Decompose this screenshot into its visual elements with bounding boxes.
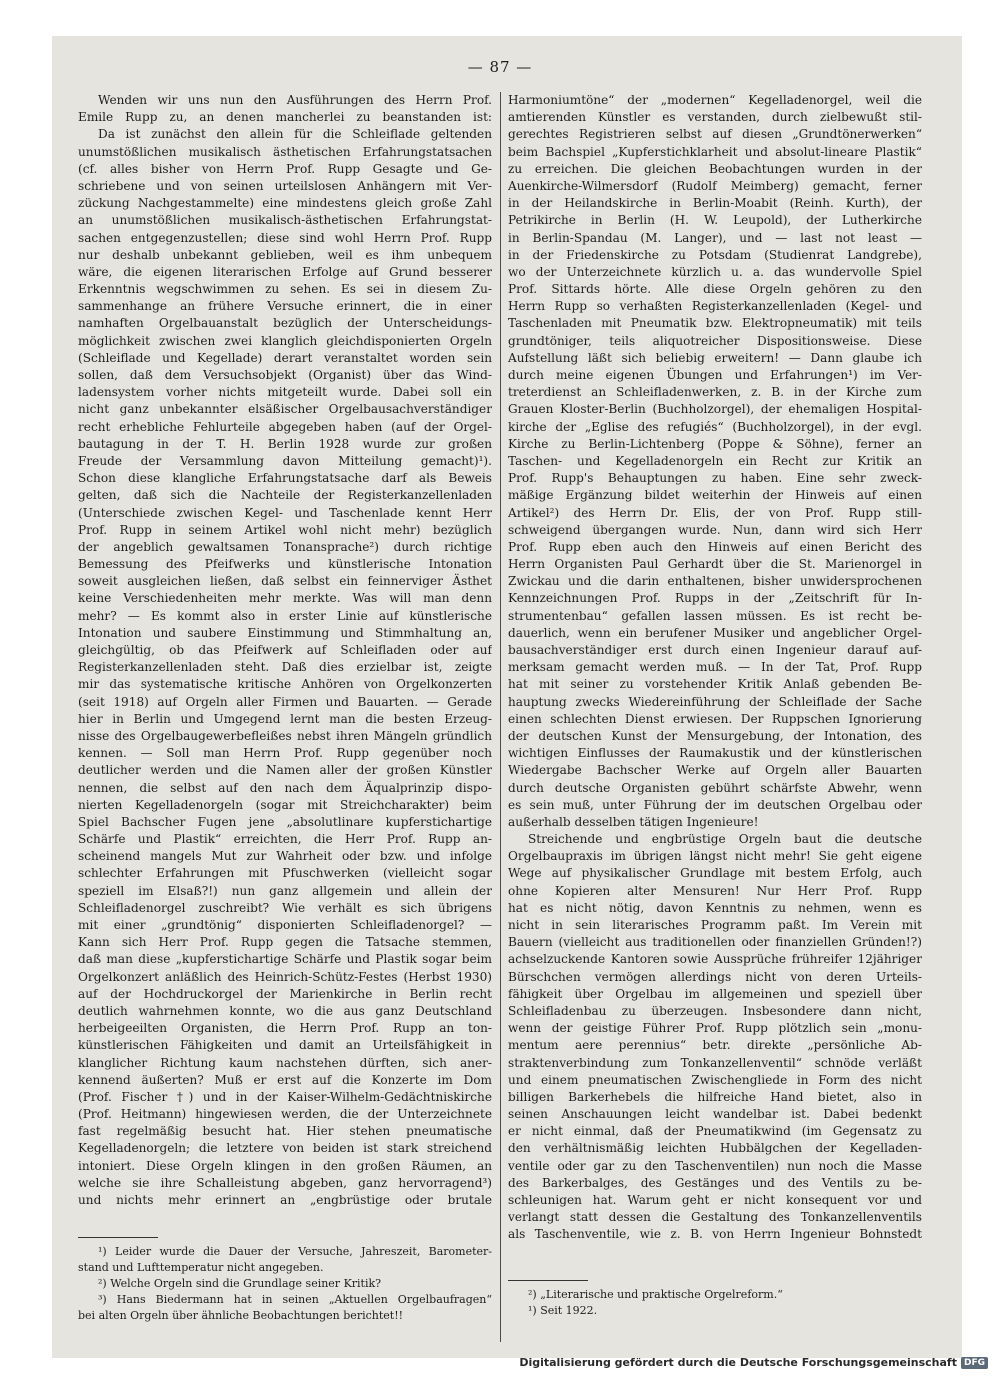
text-line: Erkenntnis wegschwimmen zu sehen. Es sei in diesem Zu- [78,282,492,297]
text-line: und nichts mehr erinnert an „engbrüstige oder brutale [78,1193,492,1207]
text-line: Schon diese klangliche Erfahrungstatsache darf als Beweis [78,471,492,486]
text-line: nennen, die selbst auf den nach dem Äqualprinzip dispo- [78,780,492,795]
text-line: Prof. Rupp's Behauptungen zu haben. Eine sehr zweck- [508,471,922,486]
text-line: wichtigen Einflusses der Raumakustik und der künstlerischen [508,746,922,761]
text-line: und einem pneumatischen Zwischengliede in Form des nicht [508,1072,922,1087]
text-line: Artikel²) des Herrn Dr. Elis, der von Prof. Rupp still- [508,505,922,520]
text-line: in der Friedenskirche zu Potsdam (Studienrat Landgrebe), [508,247,922,262]
text-line: schriebene und von seinen urteilslosen Anhängern mit Ver- [78,178,492,193]
text-line: Schärfe und Plastik“ erreichten, die Herr Prof. Rupp an- [78,832,492,847]
text-line: Da ist zunächst den allein für die Schleiflade geltenden [98,127,492,142]
text-line: sachen entgegenzustellen; diese sind wohl Herrn Prof. Rupp [78,230,492,245]
text-line: strumentenbau“ gefallen lassen müssen. Es ist recht be- [508,608,922,623]
text-line: (Prof. Fischer †) und in der Kaiser-Wilhelm-Gedächtniskirche [78,1089,492,1104]
footnote-rule [78,1237,158,1238]
text-line: fast regelmäßig besucht hat. Hier stehen pneumatische [78,1124,492,1139]
text-line: Kann sich Herr Prof. Rupp gegen die Tatsache stemmen, [78,935,492,950]
text-line: Wiedergabe Bachscher Werke auf Orgeln aller Bauarten [508,763,922,778]
text-line: des Barkerbalges, des Gestänges und des Ventils zu be- [508,1175,922,1190]
text-line: schleunigen hat. Warum geht er nicht konsequent vor und [508,1193,922,1207]
text-line: billigen Barkerhebels die hilfreiche Hand bietet, also in [508,1089,922,1104]
text-line: zu erreichen. Die gleichen Beobachtungen wurden in der [508,161,922,176]
dfg-logo: DFG [961,1357,988,1369]
text-line: Orgelkonzert anläßlich des Heinrich-Schütz-Festes (Herbst 1930) [78,969,492,984]
text-line: Registerkanzellenladen steht. Daß dies erzielbar ist, zeigte [78,660,492,675]
text-line: bautagung in der T. H. Berlin 1928 wurde zur großen [78,436,492,451]
credit-text: Digitalisierung gefördert durch die Deutsche Forschungsgemeinschaft [519,1356,957,1369]
text-line: außerhalb desselben tätigen Ingenieure! [508,814,759,829]
text-line: es sein muß, unter Führung der im deutschen Orgelbau oder [508,797,922,812]
text-line: hauptung zwecks Wiedereinführung der Schleiflade der Sache [508,694,922,709]
text-line: nicht ganz unbekannter elsäßischer Orgelbausachverständiger [78,402,492,417]
text-line: gerechtes Registrieren selbst auf diesen „Grundtönerwerken“ [508,127,922,142]
text-line: zückung Nachgestammelte) eine mindestens gleich große Zahl [78,196,492,211]
text-line: Petrikirche in Berlin (H. W. Leupold), der Lutherkirche [508,213,922,228]
text-line: Bemessung des Pfeifwerks und künstlerische Intonation [78,557,492,572]
text-line: scheinend mangels Mut zur Wahrheit oder bzw. und infolge [78,849,492,864]
text-line: als Taschenventile, wie z. B. von Herrn Ingenieur Bohnstedt [508,1227,922,1242]
text-line: (seit 1918) auf Orgeln aller Firmen und Bauarten. — Gerade [78,694,492,709]
text-line: kirche der „Eglise des refugiés“ (Buchholzorgel), in der evgl. [508,419,922,434]
text-line: Kegelladenorgeln; die letztere von beiden ist stark streichend [78,1141,492,1156]
text-line: kennen. — Soll man Herrn Prof. Rupp gegenüber noch [78,746,492,761]
text-line: mäßige Ergänzung bildet weiterhin der Hinweis auf einen [508,488,922,503]
left-footnotes [78,1237,492,1324]
text-line: dauerlich, wenn ein berufener Musiker und angeblicher Orgel- [508,625,922,640]
text-line: intoniert. Diese Orgeln klingen in den großen Räumen, an [78,1158,492,1173]
footer-credit [519,1356,988,1369]
text-line: ladensystem vorher nichts mitgeteilt wurde. Dabei soll ein [78,385,492,400]
text-line: gleichgültig, ob das Pfeifwerk auf Schleifladen oder auf [78,643,492,657]
text-line: grundtöniger, teils aliquotreicher Dispositionsweise. Diese [508,333,922,348]
text-line: fähigkeit über Orgelbau im allgemeinen und speziell über [508,986,922,1001]
text-line: schweigend übergangen wurde. Nun, dann wird sich Herr [508,522,922,537]
text-line: bausachverständiger erst durch einen Ingenieur darauf auf- [508,643,922,657]
text-line: schlechter Erfahrungen mit Pfuschwerken (vielleicht sogar [78,866,492,881]
text-line: Taschenladen mit Pneumatik bzw. Elektropneumatik) mit teils [508,316,922,331]
text-line: klanglicher Richtung kaum nachstehen dürften, sich aner- [78,1055,492,1070]
text-line: namhaften Orgelbauanstalt bezüglich der Unterscheidungs- [78,316,492,331]
text-line: der angeblich gewaltsamen Tonansprache²) durch richtige [78,539,492,554]
text-line: Prof. Rupp in seinem Artikel wohl nicht mehr) bezüglich [78,522,492,537]
text-line: Bürschchen vermögen allerdings nicht von deren Urteils- [508,969,922,984]
text-line: ventile oder gar zu den Taschenventilen) nun noch die Masse [508,1158,922,1173]
text-line: durch deutsche Organisten gebührt schärfste Abwehr, wenn [508,780,922,795]
text-line: (Unterschiede zwischen Kegel- und Taschenlade kennt Herr [78,505,492,520]
text-line: mit einer „grundtönig“ disponierten Schleifladenorgel? — [78,918,492,932]
footnote-rule [508,1280,588,1281]
text-line: Wenden wir uns nun den Ausführungen des Herrn Prof. [98,93,492,107]
text-line: in Berlin-Spandau (M. Langer), und — last not least — [508,230,922,245]
text-line: speziell im Elsaß?!) nun ganz allgemein und allein der [78,883,492,898]
text-line: Prof. Sittards hörte. Alle diese Orgeln gehören zu den [508,282,922,297]
text-line: Wege auf physikalischer Grundlage mit bestem Erfolg, auch [508,866,922,881]
text-line: Orgelbaupraxis im übrigen längst nicht mehr! Sie geht eigene [508,849,922,864]
text-line: gelten, daß sich die Nachteile der Registerkanzellenladen [78,488,492,503]
text-line: durch meine eigenen Übungen und Erfahrungen¹) im Ver- [508,368,922,382]
text-line: einen schlechten Dienst erwiesen. Der Ruppschen Ignorierung [508,711,922,726]
text-line: wenn der geistige Führer Prof. Rupp plötzlich sein „monu- [508,1021,922,1036]
text-line: verlangt statt dessen die Gestaltung des Tonkanzellenventils [508,1210,922,1225]
right-column [508,92,922,1383]
text-line: recht erhebliche Fehlurteile abgegeben haben (auf der Orgel- [78,419,492,434]
text-line: Grauen Kloster-Berlin (Buchholzorgel), der ehemaligen Hospital- [508,402,922,417]
footnote-line: ¹) Seit 1922. [528,1304,598,1317]
text-line: daß man diese „kupferstichartige Schärfe und Plastik sogar beim [78,952,492,967]
text-line: sollen, daß dem Versuchsobjekt (Organist) über das Wind- [78,368,492,382]
text-line: kennend äußerten? Muß er erst auf die Konzerte im Dom [78,1072,492,1087]
text-line: (Schleiflade und Kegellade) derart veranstaltet worden sein [78,350,492,365]
text-line: Freude der Versammlung davon Mitteilung gemacht)¹). [78,453,492,468]
text-line: achselzuckende Kantoren sowie Aussprüche frühreifer 12jähriger [508,952,922,967]
text-line: Auenkirche-Wilmersdorf (Rudolf Meimberg) gemacht, ferner [508,178,922,193]
text-line: soweit ausgleichen ließen, daß selbst ein feinnerviger Ästhet [78,574,492,589]
footnote-line: ²) Welche Orgeln sind die Grundlage seiner Kritik? [98,1277,382,1290]
text-line: an unumstößlichen musikalisch-ästhetischen Erfahrungstat- [78,213,492,228]
text-line: Kirche zu Berlin-Lichtenberg (Poppe & Söhne), ferner an [508,436,922,451]
text-line: Prof. Rupp eben auch den Hinweis auf einen Bericht des [508,539,922,554]
text-line: der deutschen Kunst der Mensurgebung, der Intonation, des [508,728,922,743]
footnote-line: stand und Lufttemperatur nicht angegeben. [78,1261,324,1274]
text-line: seinen Anschauungen leicht wandelbar ist. Dabei bedenkt [508,1107,922,1122]
text-line: nierten Kegelladenorgeln (sogar mit Streichcharakter) beim [78,797,492,812]
text-line: möglichkeit zwischen zwei klanglich gleichdisponierten Orgeln [78,333,492,348]
text-line: Taschen- und Kegelladenorgeln ein Recht zur Kritik an [508,453,922,468]
footnote-line: bei alten Orgeln über ähnliche Beobachtungen berichtet!! [78,1309,404,1322]
text-line: Schleifladenbau zu überzeugen. Insbesondere dann nicht, [508,1003,922,1018]
text-line: Herrn Organisten Paul Gerhardt über die St. Marienorgel in [508,557,922,572]
text-line: in der Heilandskirche in Berlin-Moabit (Reinh. Kurth), der [508,196,922,211]
text-line: deutlicher werden und die Namen aller der großen Künstler [78,763,492,778]
text-line: keine Verschiedenheiten mehr merkte. Was will man denn [78,591,492,606]
text-line: mir das systematische kritische Anhören von Orgelkonzerten [78,677,492,692]
text-line: mehr? — Es kommt also in erster Linie auf künstlerische [78,608,492,623]
text-line: mentum aere perennius“ betr. direkte „persönliche Ab- [508,1038,922,1053]
text-line: herbeigeeilten Organisten, die Herrn Prof. Rupp an ton- [78,1021,492,1036]
text-line: künstlerischen Fähigkeiten und damit an Urteilsfähigkeit in [78,1038,492,1053]
text-line: merksam gemacht werden muß. — In der Tat, Prof. Rupp [508,660,922,675]
text-line: er nicht einmal, daß der Pneumatikwind (im Gegensatz zu [508,1124,922,1139]
right-footnotes [508,1280,922,1319]
text-line: deutlich wahrnehmen konnte, wo die aus ganz Deutschland [78,1003,492,1018]
text-line: hat mit seiner zu vorstehender Kritik Anlaß gebenden Be- [508,677,922,692]
footnote-line: ¹) Leider wurde die Dauer der Versuche, Jahreszeit, Barometer- [98,1245,492,1258]
text-line: Kennzeichnungen Prof. Rupps in der „Zeitschrift für In- [508,591,922,606]
text-line: beim Bachspiel „Kupferstichklarheit und absolut-lineare Plastik“ [508,144,922,159]
text-line: unumstößlichen musikalisch ästhetischen Erfahrungstatsachen [78,144,492,159]
text-line: (cf. alles bisher von Herrn Prof. Rupp Gesagte und Ge- [78,161,492,176]
text-line: Schleifladenorgel zuschreibt? Wie verhält es sich übrigens [78,900,492,915]
text-line: nur deshalb unbekannt geblieben, weil es ihm unbequem [78,247,492,262]
text-line: amtierenden Künstler es verstanden, durch zielbewußt stil- [508,110,922,125]
footnote-line: ²) „Literarische und praktische Orgelreform.“ [528,1288,783,1301]
text-line: ohne Kopieren alter Mensuren! Nur Herr Prof. Rupp [508,883,922,898]
text-line: hier in Berlin und Umgegend lernt man die besten Erzeug- [78,711,492,726]
text-line: sammenhange an frühere Versuche erinnert, die in einer [78,299,492,314]
text-line: Emile Rupp zu, an denen mancherlei zu beanstanden ist: [78,110,492,125]
left-column [78,92,492,1383]
text-line: auf der Hochdruckorgel der Marienkirche in Berlin recht [78,986,492,1001]
text-line: wo der Unterzeichnete kürzlich u. a. das wundervolle Spiel [508,264,922,279]
text-line: welche sie ihre Schalleistung abgeben, ganz hervorragend³) [78,1175,492,1190]
text-line: Bauern (vielleicht aus traditionellen oder finanziellen Gründen!?) [508,935,922,950]
text-line: Spiel Bachscher Fugen jene „absolutlinare kupferstichartige [78,814,492,829]
text-line: (Prof. Heitmann) hingewiesen werden, die der Unterzeichnete [78,1107,492,1122]
column-divider [500,92,501,1342]
footnote-line: ³) Hans Biedermann hat in seinen „Aktuellen Orgelbaufragen“ [98,1293,492,1306]
text-line: Herrn Rupp so verhaßten Registerkanzellenladen (Kegel- und [508,299,922,314]
text-line: Aufstellung läßt sich beliebig erweitern! — Dann glaube ich [508,350,922,365]
text-line: Streichende und engbrüstige Orgeln baut die deutsche [528,832,922,847]
text-line: Intonation und saubere Einstimmung und Stimmhaltung an, [78,625,492,640]
text-line: straktenverbindung zum Tonkanzellenventil“ schnöde verläßt [508,1055,922,1070]
text-line: wäre, die eigenen literarischen Erfolge auf Grund besserer [78,264,492,279]
text-line: nisse des Orgelbaugewerbefleißes nebst ihren Mängeln gründlich [78,728,492,743]
text-line: Zwickau und die darin enthaltenen, bisher unwidersprochenen [508,574,922,589]
text-line: treterdienst an Schleifladenwerken, z. B. in der Kirche zum [508,385,922,400]
page-number: — 87 — [467,58,533,76]
text-line: Harmoniumtöne“ der „modernen“ Kegelladenorgel, weil die [508,93,922,107]
text-line: den verhältnismäßig leichten Hubbälgchen der Kegelladen- [508,1141,922,1156]
text-line: hat es nicht nötig, davon Kenntnis zu nehmen, wenn es [508,900,922,915]
text-line: nicht in sein literarisches Programm paßt. Im Verein mit [508,918,922,932]
